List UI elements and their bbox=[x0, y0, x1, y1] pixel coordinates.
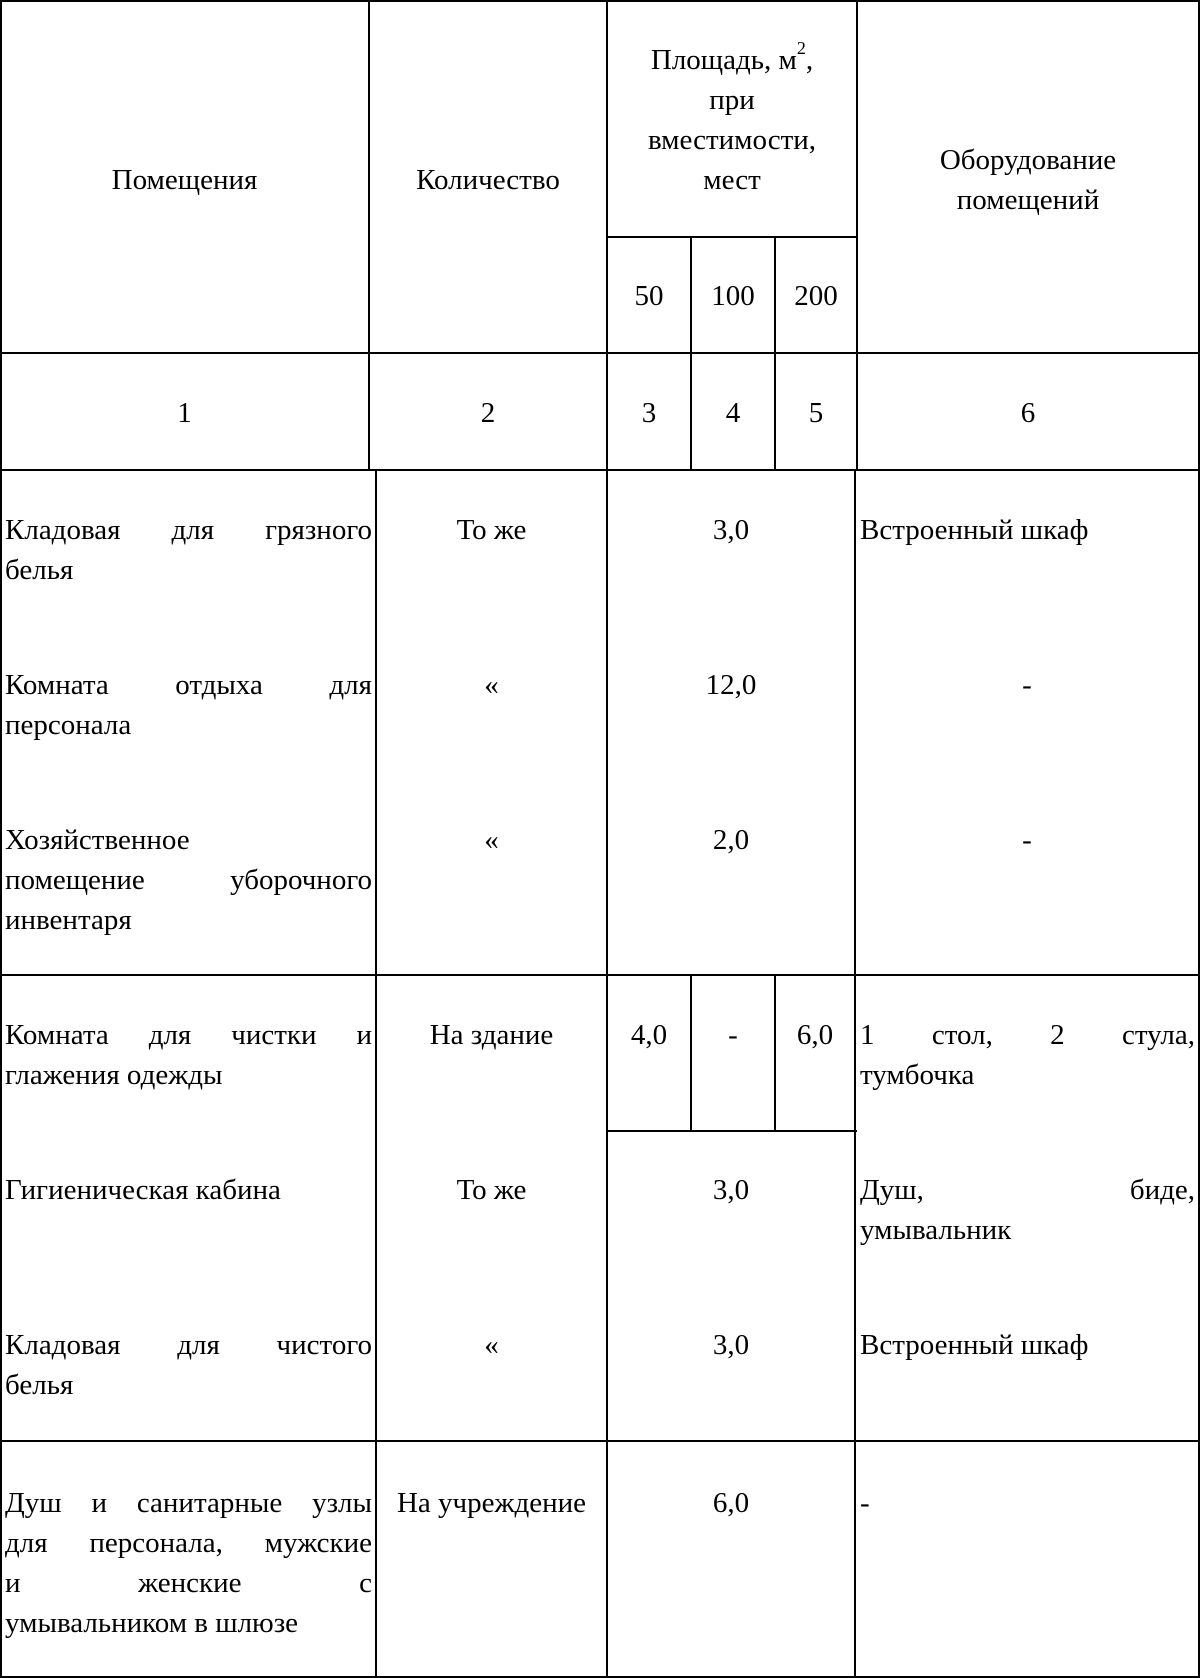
area-100-cell: - bbox=[728, 1019, 738, 1051]
room-name-line: для персонала, мужские bbox=[5, 1527, 372, 1559]
rule-col5-body bbox=[854, 469, 856, 1678]
equipment-cell: - bbox=[1022, 669, 1032, 701]
equipment-line: тумбочка bbox=[860, 1059, 975, 1091]
equipment-cell: Встроенный шкаф bbox=[860, 514, 1089, 546]
room-name-line: Душ и санитарные узлы bbox=[5, 1487, 372, 1519]
room-name-line: белья bbox=[5, 554, 74, 586]
header-quantity: Количество bbox=[416, 164, 560, 196]
room-name-line: персонала bbox=[5, 709, 132, 741]
room-name-line: глажения одежды bbox=[5, 1059, 223, 1091]
header-equipment-line2: помещений bbox=[956, 184, 1100, 216]
column-number-4: 4 bbox=[725, 397, 741, 429]
room-name-line: Кладовая для грязного bbox=[5, 514, 372, 546]
area-50-cell: 4,0 bbox=[630, 1019, 668, 1051]
header-area-line1: Площадь, $м^2$, bbox=[650, 38, 814, 76]
quantity-cell: На учреждение bbox=[396, 1487, 587, 1519]
room-name-line: и женские с bbox=[5, 1567, 372, 1599]
area-cell: 2,0 bbox=[712, 824, 750, 856]
header-area-line4: мест bbox=[703, 164, 761, 196]
room-name-line: белья bbox=[5, 1369, 74, 1401]
header-equipment-line1: Оборудование bbox=[939, 144, 1117, 176]
equipment-cell: - bbox=[860, 1487, 870, 1519]
equipment-line: Душ, биде, bbox=[860, 1174, 1195, 1206]
rule-top bbox=[0, 0, 1200, 2]
area-cell: 3,0 bbox=[712, 514, 750, 546]
column-number-5: 5 bbox=[808, 397, 824, 429]
column-number-3: 3 bbox=[641, 397, 657, 429]
rule-section2-bottom bbox=[0, 1440, 1200, 1442]
column-number-2: 2 bbox=[480, 397, 496, 429]
rule-area-split bbox=[607, 236, 857, 238]
rule-section1-bottom bbox=[0, 974, 1200, 976]
rule-left bbox=[0, 0, 2, 1678]
header-capacity-100: 100 bbox=[711, 280, 755, 312]
rule-split-cells-bottom bbox=[607, 1130, 857, 1132]
quantity-cell: « bbox=[484, 1329, 499, 1361]
room-name-line: Комната для чистки и bbox=[5, 1019, 372, 1051]
room-name-line: умывальником в шлюзе bbox=[5, 1607, 299, 1639]
header-capacity-200: 200 bbox=[794, 280, 838, 312]
rule-cap-a bbox=[690, 236, 692, 470]
area-200-cell: 6,0 bbox=[796, 1019, 834, 1051]
room-name-line: помещение уборочного bbox=[5, 864, 372, 896]
area-cell: 3,0 bbox=[712, 1174, 750, 1206]
area-cell: 6,0 bbox=[712, 1487, 750, 1519]
equipment-line: умывальник bbox=[860, 1214, 1012, 1246]
quantity-cell: На здание bbox=[429, 1019, 554, 1051]
column-number-1: 1 bbox=[177, 397, 192, 429]
room-name-line: Гигиеническая кабина bbox=[5, 1174, 281, 1206]
header-area-line3: вместимости, bbox=[647, 124, 817, 156]
quantity-cell: « bbox=[484, 669, 499, 701]
equipment-cell: - bbox=[1022, 824, 1032, 856]
room-name-line: Хозяйственное bbox=[5, 824, 190, 856]
quantity-cell: То же bbox=[456, 1174, 527, 1206]
rule-numbers-bottom bbox=[0, 469, 1200, 471]
rule-cap-b bbox=[774, 236, 776, 470]
quantity-cell: « bbox=[484, 824, 499, 856]
room-name-line: Кладовая для чистого bbox=[5, 1329, 372, 1361]
column-number-6: 6 bbox=[1020, 397, 1036, 429]
header-area-line2: при bbox=[709, 84, 755, 116]
quantity-cell: То же bbox=[456, 514, 527, 546]
area-cell: 12,0 bbox=[705, 669, 757, 701]
equipment-line: 1 стол, 2 стула, bbox=[860, 1019, 1195, 1051]
header-capacity-50: 50 bbox=[634, 280, 664, 312]
rule-header-bottom bbox=[0, 352, 1200, 354]
room-name-line: Комната отдыха для bbox=[5, 669, 372, 701]
header-rooms: Помещения bbox=[111, 164, 258, 196]
equipment-cell: Встроенный шкаф bbox=[860, 1329, 1089, 1361]
area-cell: 3,0 bbox=[712, 1329, 750, 1361]
room-name-line: инвентаря bbox=[5, 904, 132, 936]
